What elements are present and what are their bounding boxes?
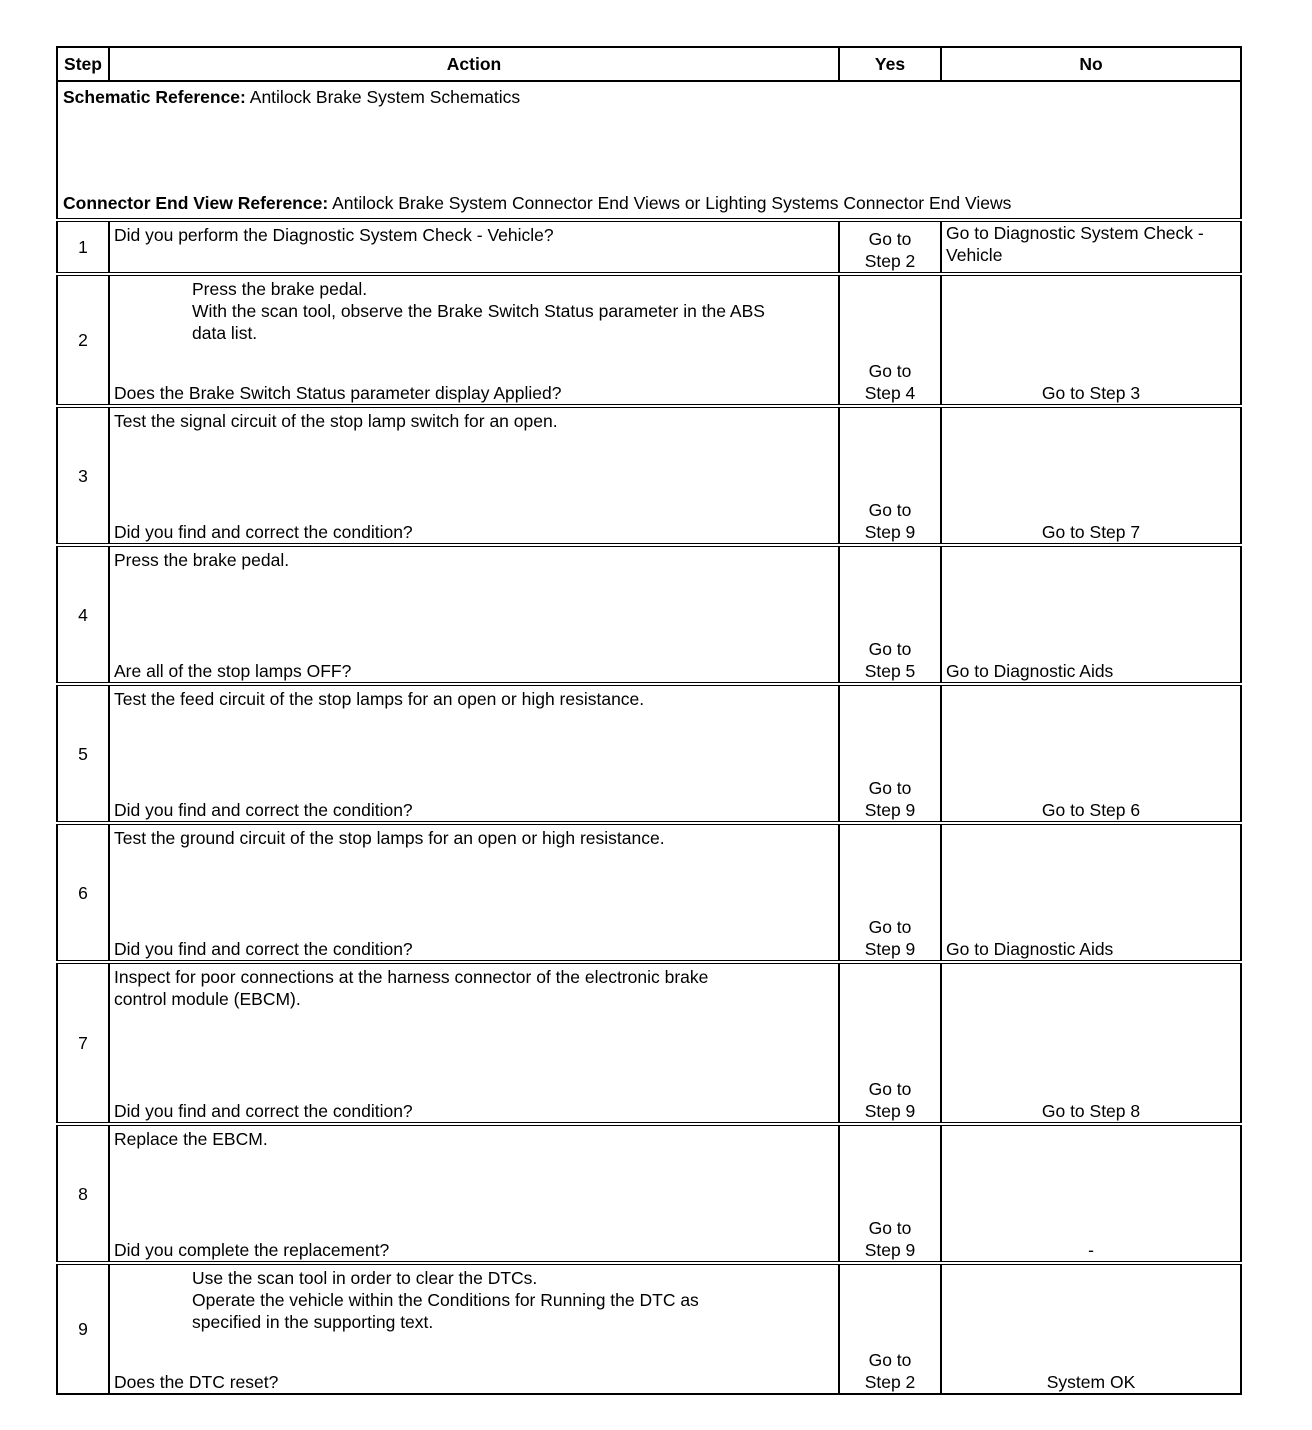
step-number: 7: [57, 962, 109, 1124]
step-row: [57, 684, 1241, 823]
step-number: 9: [57, 1263, 109, 1394]
action-instructions: [110, 1126, 838, 1150]
action-question: Does the Brake Switch Status parameter display Applied?: [114, 383, 562, 403]
step-action: [109, 274, 839, 406]
yes-line: Go to: [868, 639, 912, 659]
header-action: Action: [109, 47, 839, 81]
action-line: Use the scan tool in order to clear the DTCs.: [192, 1268, 538, 1288]
no-line: Go to Step 8: [1041, 1101, 1141, 1121]
diagnostic-table: [56, 46, 1242, 1395]
no-line: Go to Step 6: [1041, 800, 1141, 820]
yes-line: Go to: [868, 917, 912, 937]
connector-reference-label: Connector End View Reference:: [63, 193, 329, 213]
no-line: Go to Diagnostic System Check -: [946, 223, 1204, 243]
yes-line: Step 5: [864, 661, 916, 681]
no-result: [941, 684, 1241, 823]
yes-result: [839, 406, 941, 545]
step-number: 5: [57, 684, 109, 823]
no-line: System OK: [1046, 1372, 1136, 1392]
action-line: Press the brake pedal.: [114, 550, 290, 570]
yes-result: [839, 220, 941, 274]
no-line: Go to Step 3: [1041, 383, 1141, 403]
no-result: [941, 274, 1241, 406]
schematic-reference-text: Antilock Brake System Schematics: [245, 87, 521, 107]
step-action: [109, 545, 839, 684]
no-result: [941, 220, 1241, 274]
action-instructions: [110, 408, 838, 432]
action-line: Did you perform the Diagnostic System Check - Vehicle?: [114, 225, 554, 245]
no-line: Go to Step 7: [1041, 522, 1141, 542]
yes-result: [839, 962, 941, 1124]
action-instructions: [110, 547, 838, 571]
action-instructions: [110, 276, 838, 344]
header-row: [57, 47, 1241, 81]
action-line: control module (EBCM).: [114, 989, 301, 1009]
action-line: data list.: [192, 323, 258, 343]
step-action: [109, 1124, 839, 1263]
header-yes: Yes: [839, 47, 941, 81]
step-row: [57, 274, 1241, 406]
yes-line: Go to: [868, 500, 912, 520]
action-question: Did you find and correct the condition?: [114, 522, 413, 542]
action-line: Test the ground circuit of the stop lamps for an open or high resistance.: [114, 828, 665, 848]
yes-result: [839, 684, 941, 823]
yes-line: Step 9: [864, 939, 916, 959]
no-line: Go to Diagnostic Aids: [946, 939, 1114, 959]
step-number: 8: [57, 1124, 109, 1263]
step-action: [109, 962, 839, 1124]
step-row: [57, 545, 1241, 684]
action-question: Are all of the stop lamps OFF?: [114, 661, 352, 681]
step-number: 4: [57, 545, 109, 684]
step-row: [57, 406, 1241, 545]
action-question: Did you find and correct the condition?: [114, 1101, 413, 1121]
action-instructions: [110, 1265, 838, 1333]
schematic-reference-label: Schematic Reference:: [63, 87, 246, 107]
no-result: [941, 1263, 1241, 1394]
action-instructions: [110, 686, 838, 710]
yes-line: Step 2: [864, 1372, 916, 1392]
step-action: [109, 684, 839, 823]
action-line: Test the feed circuit of the stop lamps for an open or high resistance.: [114, 689, 645, 709]
step-row: [57, 962, 1241, 1124]
reference-cell: [57, 81, 1241, 220]
yes-line: Step 4: [864, 383, 916, 403]
step-number: 2: [57, 274, 109, 406]
action-question: Did you find and correct the condition?: [114, 939, 413, 959]
no-line: Vehicle: [946, 245, 1003, 265]
connector-reference-text: Antilock Brake System Connector End Views or Lighting Systems Connector End Views: [328, 193, 1012, 213]
yes-line: Go to: [868, 1079, 912, 1099]
yes-result: [839, 545, 941, 684]
no-result: [941, 962, 1241, 1124]
header-step: Step: [57, 47, 109, 81]
step-action: [109, 220, 839, 274]
step-action: [109, 1263, 839, 1394]
yes-line: Step 9: [864, 1240, 916, 1260]
step-row: [57, 1124, 1241, 1263]
diagnostic-table-sheet: [56, 46, 1240, 1395]
no-line: Go to Diagnostic Aids: [946, 661, 1114, 681]
action-instructions: [110, 825, 838, 849]
no-result: [941, 406, 1241, 545]
action-instructions: [110, 964, 838, 1010]
step-number: 1: [57, 220, 109, 274]
no-result: [941, 1124, 1241, 1263]
schematic-reference: [63, 86, 520, 108]
yes-line: Go to: [868, 229, 912, 249]
yes-result: [839, 823, 941, 962]
action-line: Test the signal circuit of the stop lamp switch for an open.: [114, 411, 558, 431]
action-line: With the scan tool, observe the Brake Switch Status parameter in the ABS: [192, 301, 765, 321]
yes-result: [839, 274, 941, 406]
step-number: 6: [57, 823, 109, 962]
action-instructions: [110, 222, 838, 246]
header-no: No: [941, 47, 1241, 81]
action-question: Did you find and correct the condition?: [114, 800, 413, 820]
yes-line: Step 2: [864, 251, 916, 271]
action-line: Press the brake pedal.: [192, 279, 368, 299]
yes-result: [839, 1124, 941, 1263]
step-action: [109, 406, 839, 545]
yes-line: Step 9: [864, 522, 916, 542]
step-row: [57, 1263, 1241, 1394]
reference-row: [57, 81, 1241, 220]
step-action: [109, 823, 839, 962]
yes-line: Go to: [868, 1218, 912, 1238]
action-question: Did you complete the replacement?: [114, 1240, 390, 1260]
step-row: [57, 220, 1241, 274]
no-result: [941, 545, 1241, 684]
yes-line: Step 9: [864, 800, 916, 820]
yes-line: Step 9: [864, 1101, 916, 1121]
yes-line: Go to: [868, 1350, 912, 1370]
action-question: Does the DTC reset?: [114, 1372, 279, 1392]
action-line: Inspect for poor connections at the harness connector of the electronic brake: [114, 967, 709, 987]
action-line: Replace the EBCM.: [114, 1129, 268, 1149]
yes-line: Go to: [868, 361, 912, 381]
yes-result: [839, 1263, 941, 1394]
no-line: -: [1088, 1240, 1094, 1260]
yes-line: Go to: [868, 778, 912, 798]
no-result: [941, 823, 1241, 962]
step-row: [57, 823, 1241, 962]
step-number: 3: [57, 406, 109, 545]
action-line: specified in the supporting text.: [192, 1312, 434, 1332]
action-line: Operate the vehicle within the Conditions for Running the DTC as: [192, 1290, 699, 1310]
connector-reference: [63, 192, 1011, 214]
